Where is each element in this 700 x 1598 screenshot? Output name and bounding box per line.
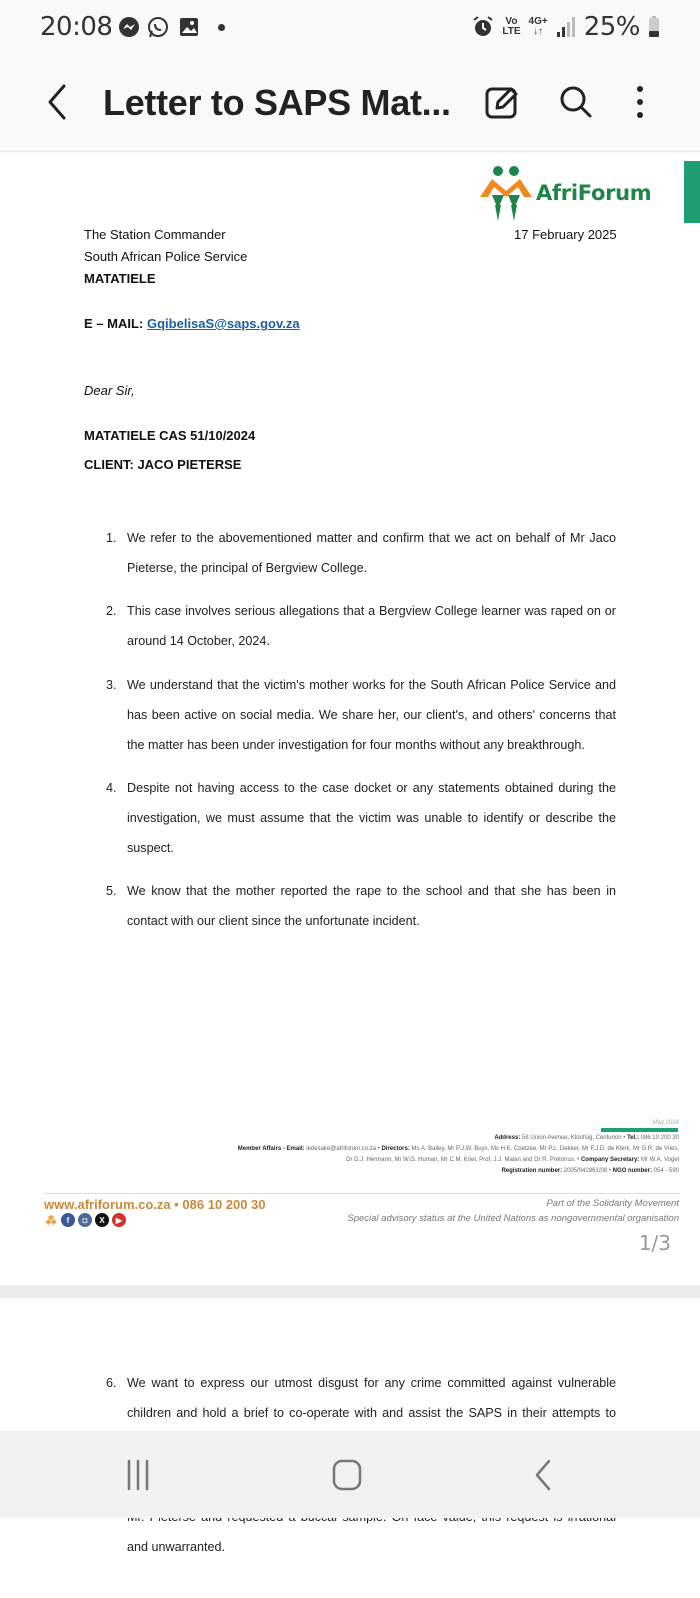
facebook-icon: f (61, 1213, 75, 1227)
recipient-line-3: MATATIELE (84, 271, 156, 286)
client-reference: CLIENT: JACO PIETERSE (84, 457, 242, 472)
email-link[interactable]: GqibelisaS@saps.gov.za (147, 316, 300, 331)
network-4g-icon: 4G+ ↓↑ (528, 16, 548, 37)
footer-solidarity: Part of the Solidarity Movement (546, 1198, 679, 1209)
battery-percent: 25% (583, 12, 640, 42)
instagram-icon: ◘ (78, 1213, 92, 1227)
back-icon[interactable] (522, 1455, 562, 1495)
footer-address-line: Address: 58 Union Avenue, Kloofsig, Centurion • Tel.: 086 10 200 30 (494, 1135, 679, 1141)
document-title: Letter to SAPS Mat... (103, 82, 451, 123)
scrollbar-thumb[interactable] (684, 161, 700, 223)
letter-date: 17 February 2025 (514, 227, 617, 242)
more-options-icon[interactable] (620, 82, 660, 122)
volte-icon: Vo LTE (502, 16, 521, 37)
salutation: Dear Sir, (84, 383, 135, 398)
search-icon[interactable] (556, 82, 596, 122)
footer-divider (44, 1193, 680, 1194)
app-bar (0, 58, 700, 152)
back-arrow-icon[interactable] (40, 80, 76, 124)
paragraph: and unwarranted. (127, 1540, 226, 1554)
brand-name: AfriForum (536, 181, 652, 205)
footer-un-status: Special advisory status at the United Nations as nongovernmental organisation (347, 1213, 679, 1224)
paragraph: 5. We know that the mother reported the rape to the school and that she has been in contact with our client since the unfortunate incident. (106, 884, 616, 928)
paragraph: 3. We understand that the victim's mother works for the South African Police Service and has been active on social media. We share her, our client's, and others' concerns that the matter has been under investigation for four months without any breakthrough. (106, 678, 616, 752)
alarm-icon (472, 15, 494, 39)
afriforum-emblem-icon (478, 165, 534, 223)
messenger-icon (118, 16, 140, 38)
system-nav-bar (0, 1431, 700, 1518)
paragraph: 4. Despite not having access to the case docket or any statements obtained during the investigation, we must assume that the victim was unable to identify or describe the suspect. (106, 781, 616, 855)
status-bar (0, 0, 700, 58)
signal-icon (556, 16, 576, 38)
letterhead-footer (0, 1120, 700, 1285)
footer-registration-line: Registration number: 2005/042861/08 • NGO number: 054 - 590 (501, 1168, 679, 1174)
recipient-line-1: The Station Commander (84, 227, 226, 242)
notification-dot-icon (218, 24, 225, 31)
paragraph: 1. We refer to the abovementioned matter and confirm that we act on behalf of Mr Jaco Pieterse, the principal of Bergview College. (106, 531, 616, 575)
x-icon: X (95, 1213, 109, 1227)
email-label: E – MAIL: (84, 316, 144, 331)
document-page-1 (0, 153, 700, 1133)
paragraph: 6. We want to express our utmost disgust for any crime committed against vulnerable children and hold a brief to co-operate with and assist the SAPS in their attempts to (106, 1376, 616, 1420)
footer-directors-line: Member Affairs - Email: ledesake@afriforum.co.za • Directors: Ms A. Bailey, Mr P.J.W. Buys, Ms H.K. Coetzee, Mr P.L. Dekker, Mr F.J.D. de Klerk, Mr G.R. de Vries, (237, 1146, 679, 1152)
page-indicator: 1/3 (638, 1231, 671, 1255)
footer-version: May 2024 (652, 1120, 679, 1126)
footer-directors-line-2: Dr D.J. Hermann, Mr W.G. Human, Mr C.M. Kriel, Prof. J.J. Malan and Dr R. Pretorius. • Company Secretary: Mr W.A. Vogel (346, 1157, 679, 1163)
social-icons (44, 1213, 126, 1227)
whatsapp-icon (147, 16, 169, 38)
afriforum-icon: ⁂ (45, 1214, 57, 1227)
recent-apps-icon[interactable] (118, 1455, 158, 1495)
paragraph: 2. This case involves serious allegations that a Bergview College learner was raped on or around 14 October, 2024. (106, 604, 616, 648)
home-icon[interactable] (327, 1455, 367, 1495)
youtube-icon: ▶ (112, 1213, 126, 1227)
gallery-icon (178, 16, 200, 38)
document-viewer[interactable] (0, 153, 700, 1554)
afriforum-logo (478, 165, 668, 223)
battery-icon (648, 16, 660, 38)
recipient-line-2: South African Police Service (84, 249, 248, 264)
footer-accent-line (601, 1128, 678, 1132)
edit-icon[interactable] (482, 82, 522, 122)
case-reference: MATATIELE CAS 51/10/2024 (84, 428, 256, 443)
status-time: 20:08 (40, 12, 113, 42)
footer-website: www.afriforum.co.za • 086 10 200 30 (44, 1197, 266, 1212)
